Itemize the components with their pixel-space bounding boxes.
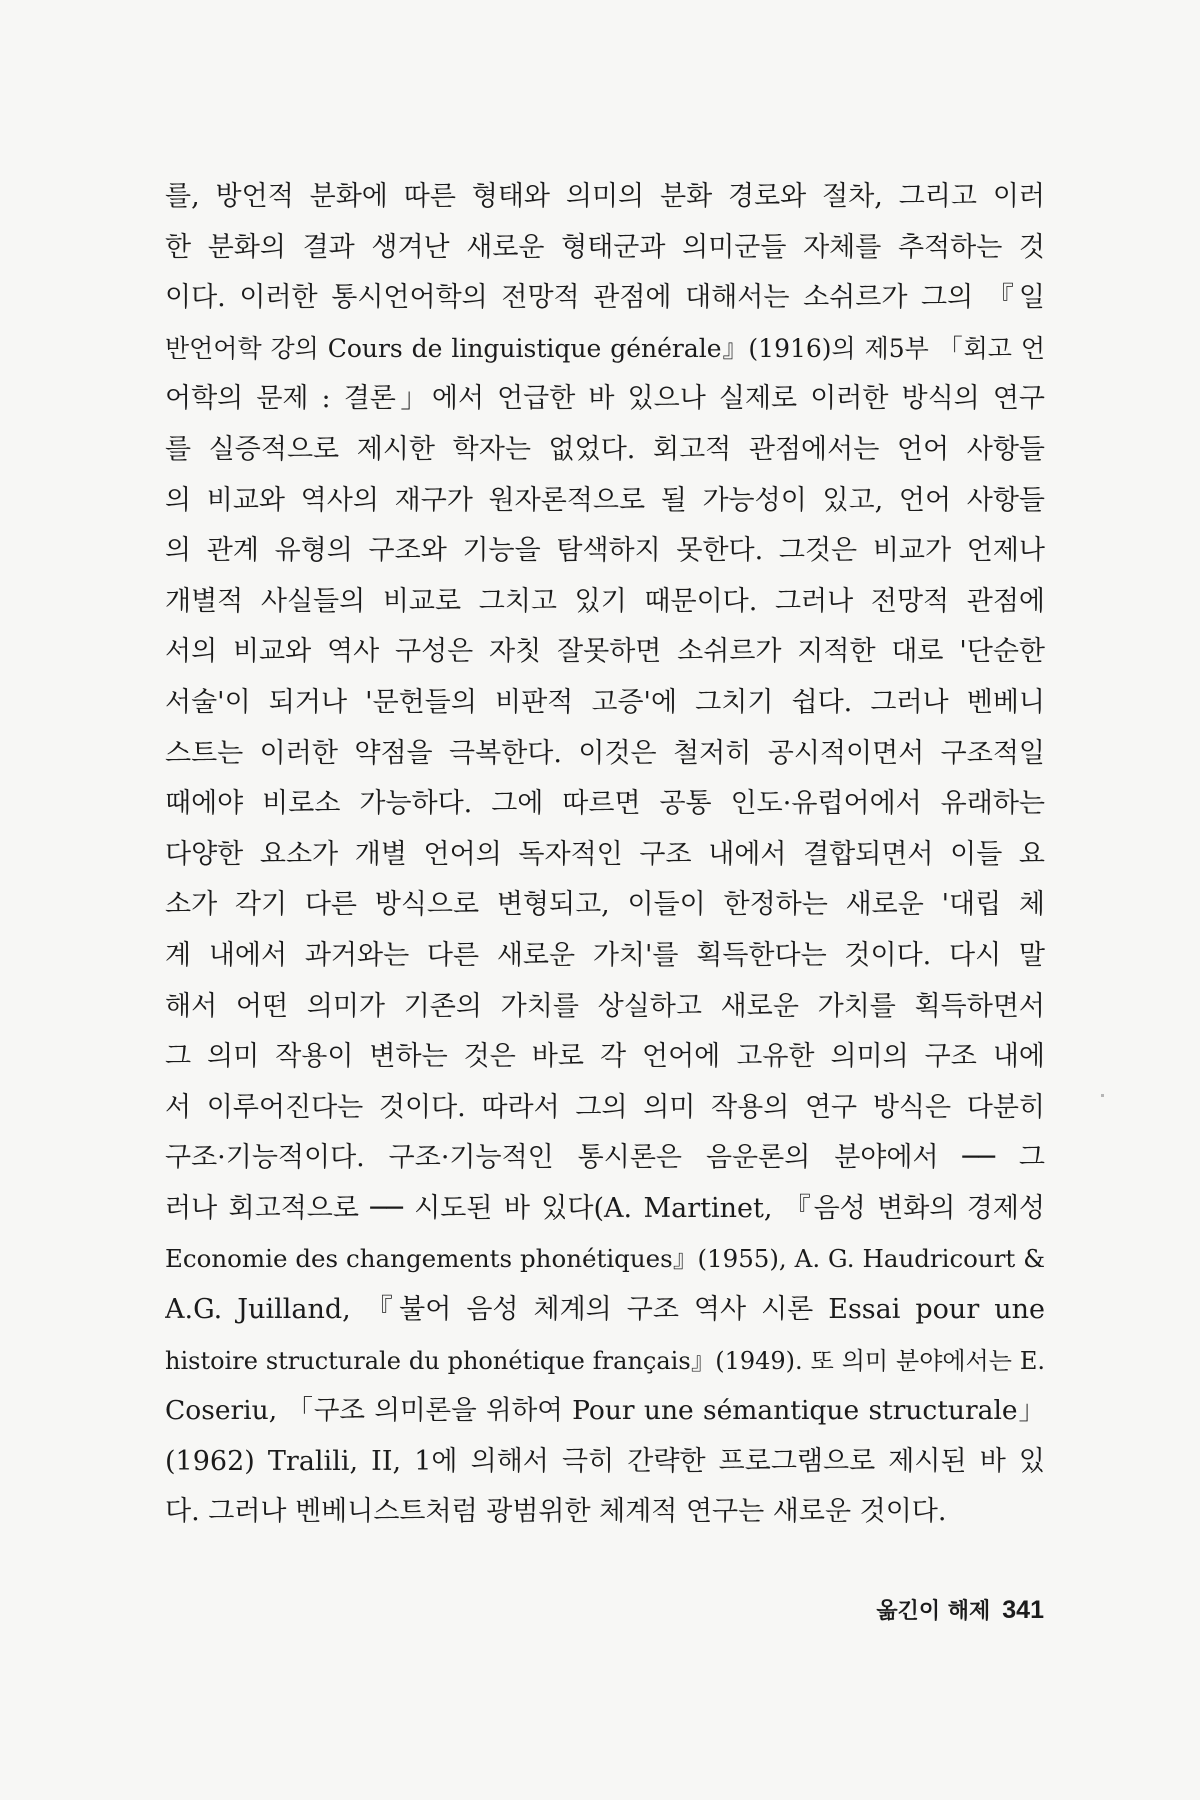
scan-speck <box>1101 1094 1104 1097</box>
text-line-15: 소가 각기 다른 방식으로 변형되고, 이들이 한정하는 새로운 '대립 체 <box>165 889 1045 921</box>
text-line-17: 해서 어떤 의미가 기존의 가치를 상실하고 새로운 가치를 획득하면서 <box>165 990 1045 1022</box>
text-line-12: 스트는 이러한 약점을 극복한다. 이것은 철저히 공시적이면서 구조적일 <box>165 737 1045 769</box>
text-line-13: 때에야 비로소 가능하다. 그에 따르면 공통 인도·유럽어에서 유래하는 <box>165 788 1045 820</box>
text-line-18: 그 의미 작용이 변하는 것은 바로 각 언어에 고유한 의미의 구조 내에 <box>165 1041 1045 1073</box>
text-line-20: 구조·기능적이다. 구조·기능적인 통시론은 음운론의 분야에서 ── 그 <box>165 1142 1045 1174</box>
text-line-23: A.G. Juilland, 『불어 음성 체계의 구조 역사 시론 Essai pour une <box>165 1294 1045 1326</box>
text-line-1: 를, 방언적 분화에 따른 형태와 의미의 분화 경로와 절차, 그리고 이러 <box>165 181 1045 212</box>
page-footer <box>876 1590 1044 1630</box>
text-line-24: histoire structurale du phonétique français』(1949). 또 의미 분야에서는 E. <box>165 1346 1045 1375</box>
text-line-27: 다. 그러나 벤베니스트처럼 광범위한 체계적 연구는 새로운 것이다. <box>165 1496 947 1528</box>
text-line-9: 개별적 사실들의 비교로 그치고 있기 때문이다. 그러나 전망적 관점에 <box>165 585 1045 617</box>
text-line-4: 반언어학 강의 Cours de linguistique générale』(1916)의 제5부 「회고 언 <box>165 333 1045 363</box>
running-footer-label: 옮긴이 해제 <box>876 1599 991 1624</box>
text-line-19: 서 이루어진다는 것이다. 따라서 그의 의미 작용의 연구 방식은 다분히 <box>165 1091 1045 1123</box>
text-line-8: 의 관계 유형의 구조와 기능을 탐색하지 못한다. 그것은 비교가 언제나 <box>165 535 1045 567</box>
text-line-21: 러나 회고적으로 ── 시도된 바 있다(A. Martinet, 『음성 변화의 경제성 <box>165 1192 1045 1224</box>
text-line-3: 이다. 이러한 통시언어학의 전망적 관점에 대해서는 소쉬르가 그의 『일 <box>165 282 1045 314</box>
text-line-26: (1962) Tralili, II, 1에 의해서 극히 간략한 프로그램으로 제시된 바 있 <box>165 1445 1045 1477</box>
text-line-6: 를 실증적으로 제시한 학자는 없었다. 회고적 관점에서는 언어 사항들 <box>165 433 1045 465</box>
text-line-22: Economie des changements phonétiques』(1955), A. G. Haudricourt & <box>165 1244 1045 1274</box>
text-line-2: 한 분화의 결과 생겨난 새로운 형태군과 의미군들 자체를 추적하는 것 <box>165 231 1045 263</box>
text-line-7: 의 비교와 역사의 재구가 원자론적으로 될 가능성이 있고, 언어 사항들 <box>165 484 1045 516</box>
text-line-5: 어학의 문제 : 결론」에서 언급한 바 있으나 실제로 이러한 방식의 연구 <box>165 383 1045 415</box>
text-line-10: 서의 비교와 역사 구성은 자칫 잘못하면 소쉬르가 지적한 대로 '단순한 <box>165 636 1045 668</box>
text-line-16: 계 내에서 과거와는 다른 새로운 가치'를 획득한다는 것이다. 다시 말 <box>165 939 1045 971</box>
text-line-25: Coseriu, 「구조 의미론을 위하여 Pour une sémantique structurale」 <box>165 1395 1045 1427</box>
page-number: 341 <box>1002 1596 1044 1624</box>
text-line-11: 서술'이 되거나 '문헌들의 비판적 고증'에 그치기 쉽다. 그러나 벤베니 <box>165 686 1045 718</box>
text-line-14: 다양한 요소가 개별 언어의 독자적인 구조 내에서 결합되면서 이들 요 <box>165 838 1045 870</box>
body-text <box>165 172 1045 1538</box>
